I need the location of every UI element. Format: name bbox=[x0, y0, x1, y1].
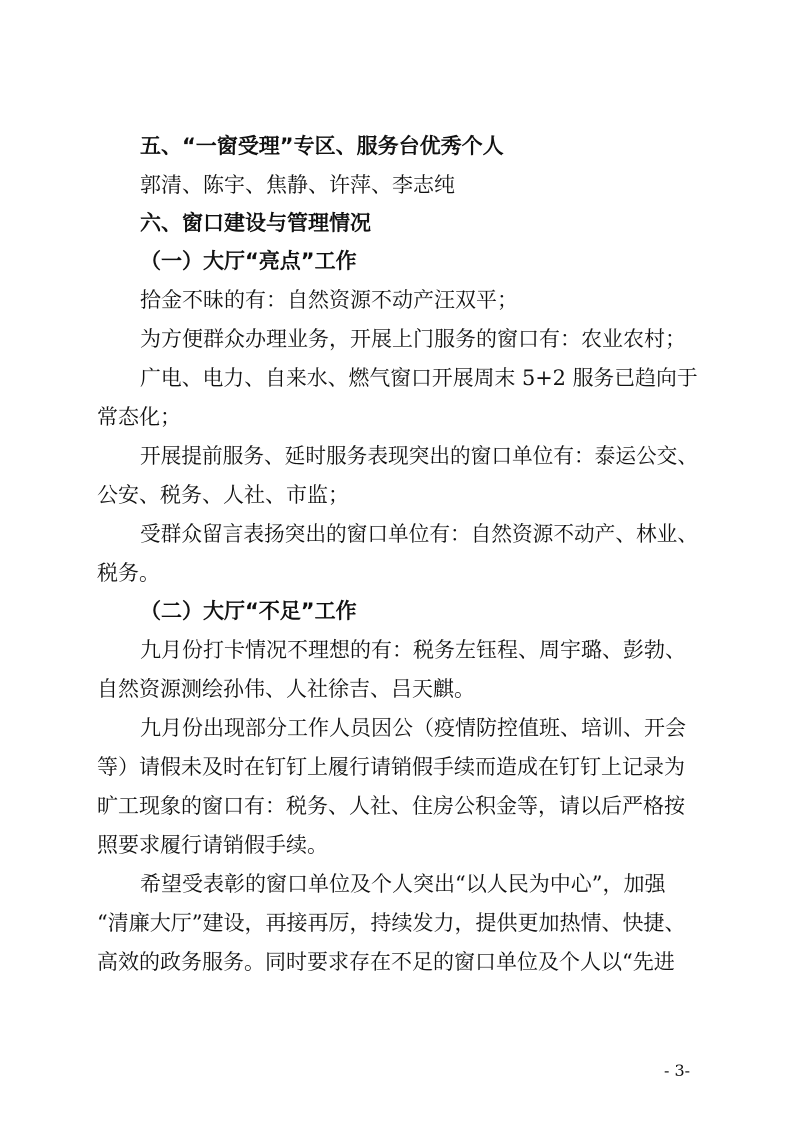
paragraph-line: 开展提前服务、延时服务表现突出的窗口单位有：泰运公交、 bbox=[140, 444, 698, 468]
paragraph-line: 自然资源测绘孙伟、人社徐吉、吕天麒。 bbox=[97, 677, 475, 701]
subsection-heading-1: （一）大厅“亮点”工作 bbox=[140, 249, 357, 273]
paragraph-line: 等）请假未及时在钉钉上履行请销假手续而造成在钉钉上记录为 bbox=[97, 755, 685, 779]
paragraph-line: 拾金不昧的有：自然资源不动产汪双平； bbox=[140, 288, 518, 312]
paragraph-line: 照要求履行请销假手续。 bbox=[97, 833, 328, 857]
paragraph-line: 旷工现象的窗口有：税务、人社、住房公积金等，请以后严格按 bbox=[97, 794, 685, 818]
paragraph-line: 税务。 bbox=[97, 561, 160, 585]
paragraph-line: 希望受表彰的窗口单位及个人突出“以人民为中心”，加强 bbox=[140, 872, 666, 896]
paragraph-line: 广电、电力、自来水、燃气窗口开展周末 5+2 服务已趋向于 bbox=[140, 366, 698, 390]
paragraph-line: 常态化； bbox=[97, 405, 181, 429]
page-number: - 3- bbox=[664, 1061, 691, 1080]
paragraph-line: 九月份出现部分工作人员因公（疫情防控值班、培训、开会 bbox=[140, 716, 686, 740]
section-heading-6: 六、窗口建设与管理情况 bbox=[140, 211, 371, 235]
paragraph-line: 九月份打卡情况不理想的有：税务左钰程、周宇璐、彭勃、 bbox=[140, 638, 686, 662]
paragraph-line: 高效的政务服务。同时要求存在不足的窗口单位及个人以“先进 bbox=[97, 950, 675, 974]
paragraph-line: “清廉大厅”建设，再接再厉，持续发力，提供更加热情、快捷、 bbox=[97, 911, 686, 935]
paragraph-line: 郭清、陈宇、焦静、许萍、李志纯 bbox=[140, 173, 455, 197]
paragraph-line: 受群众留言表扬突出的窗口单位有：自然资源不动产、林业、 bbox=[140, 522, 698, 546]
paragraph-line: 为方便群众办理业务，开展上门服务的窗口有：农业农村； bbox=[140, 327, 686, 351]
paragraph-line: 公安、税务、人社、市监； bbox=[97, 483, 349, 507]
subsection-heading-2: （二）大厅“不足”工作 bbox=[140, 599, 357, 623]
section-heading-5: 五、“一窗受理”专区、服务台优秀个人 bbox=[140, 134, 504, 158]
